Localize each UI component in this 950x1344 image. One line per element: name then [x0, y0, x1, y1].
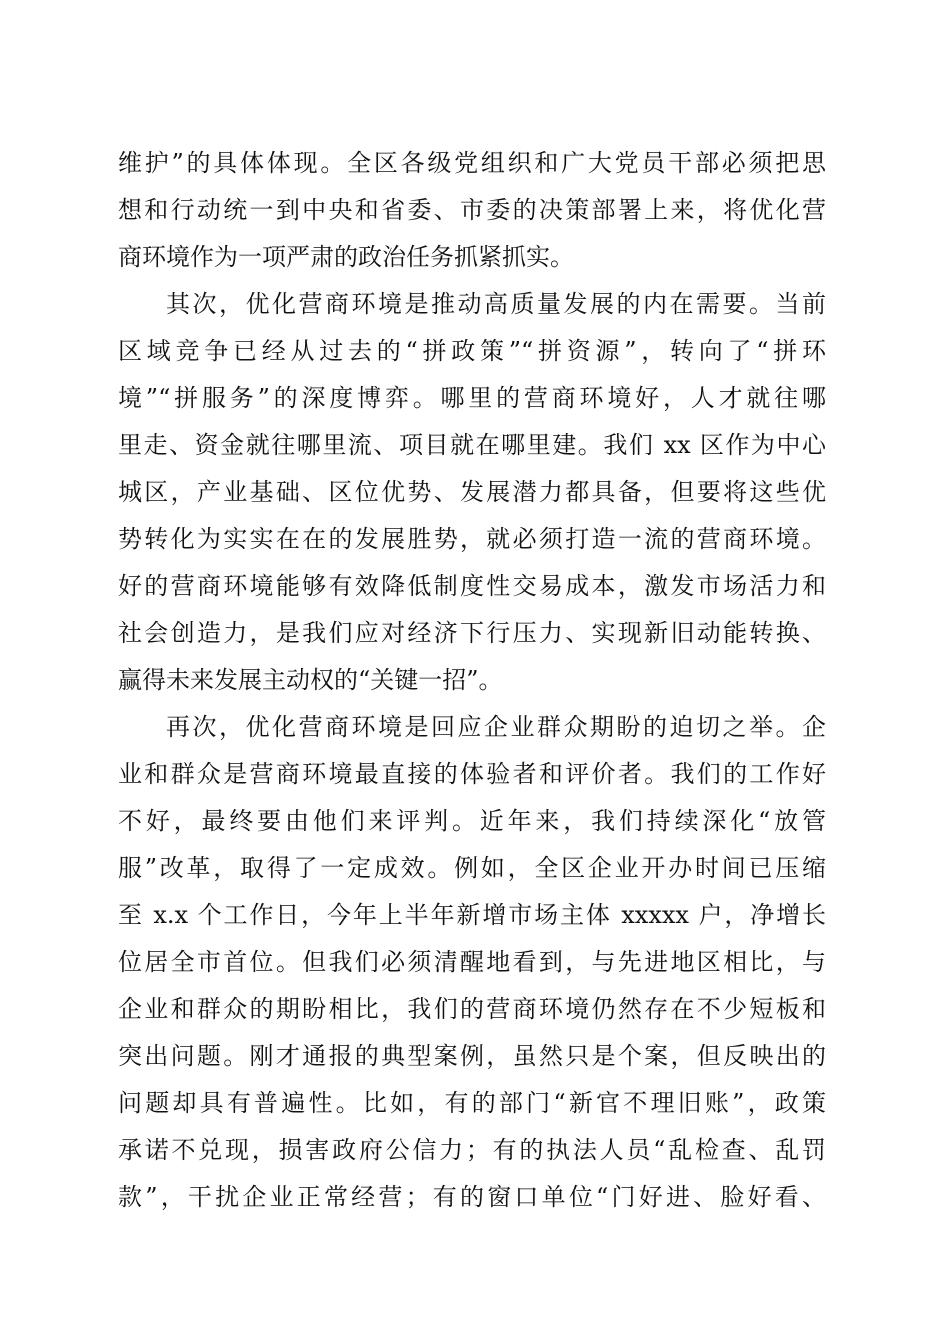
text-line: 维护”的具体体现。全区各级党组织和广大党员干部必须把思: [118, 149, 826, 177]
document-body: [118, 140, 826, 1221]
text-line: 再次，优化营商环境是回应企业群众期盼的迫切之举。企: [166, 713, 826, 741]
text-line: 服”改革，取得了一定成效。例如，全区企业开办时间已压缩: [118, 854, 826, 882]
text-line: 位居全市首位。但我们必须清醒地看到，与先进地区相比，与: [118, 948, 826, 976]
text-line: 问题却具有普遍性。比如，有的部门“新官不理旧账”，政策: [118, 1089, 826, 1117]
text-line: 城区，产业基础、区位优势、发展潜力都具备，但要将这些优: [118, 478, 826, 506]
text-line: 至 x.x 个工作日，今年上半年新增市场主体 xxxxx 户，净增长: [118, 901, 826, 929]
text-line: 势转化为实实在在的发展胜势，就必须打造一流的营商环境。: [118, 525, 826, 553]
text-line: 款”，干扰企业正常经营；有的窗口单位“门好进、脸好看、: [118, 1183, 826, 1211]
text-line: 区域竞争已经从过去的“拼政策”“拼资源”，转向了“拼环: [118, 337, 826, 365]
text-line: 里走、资金就往哪里流、项目就在哪里建。我们 xx 区作为中心: [118, 431, 826, 459]
text-line: 想和行动统一到中央和省委、市委的决策部署上来，将优化营: [118, 196, 826, 224]
text-line: 企业和群众的期盼相比，我们的营商环境仍然存在不少短板和: [118, 995, 826, 1023]
text-line: 社会创造力，是我们应对经济下行压力、实现新旧动能转换、: [118, 619, 826, 647]
text-line: 业和群众是营商环境最直接的体验者和评价者。我们的工作好: [118, 760, 826, 788]
text-line: 突出问题。刚才通报的典型案例，虽然只是个案，但反映出的: [118, 1042, 826, 1070]
text-line: 商环境作为一项严肃的政治任务抓紧抓实。: [118, 243, 574, 271]
text-line: 承诺不兑现，损害政府公信力；有的执法人员“乱检查、乱罚: [118, 1136, 826, 1164]
paragraph-continuation: [118, 140, 826, 281]
text-line: 其次，优化营商环境是推动高质量发展的内在需要。当前: [166, 290, 826, 318]
paragraph-secondly: [118, 281, 826, 704]
text-line: 境”“拼服务”的深度博弈。哪里的营商环境好，人才就往哪: [118, 384, 826, 412]
text-line: 赢得未来发展主动权的“关键一招”。: [118, 666, 503, 694]
text-line: 好的营商环境能够有效降低制度性交易成本，激发市场活力和: [118, 572, 826, 600]
paragraph-thirdly: [118, 704, 826, 1221]
text-line: 不好，最终要由他们来评判。近年来，我们持续深化“放管: [118, 807, 826, 835]
